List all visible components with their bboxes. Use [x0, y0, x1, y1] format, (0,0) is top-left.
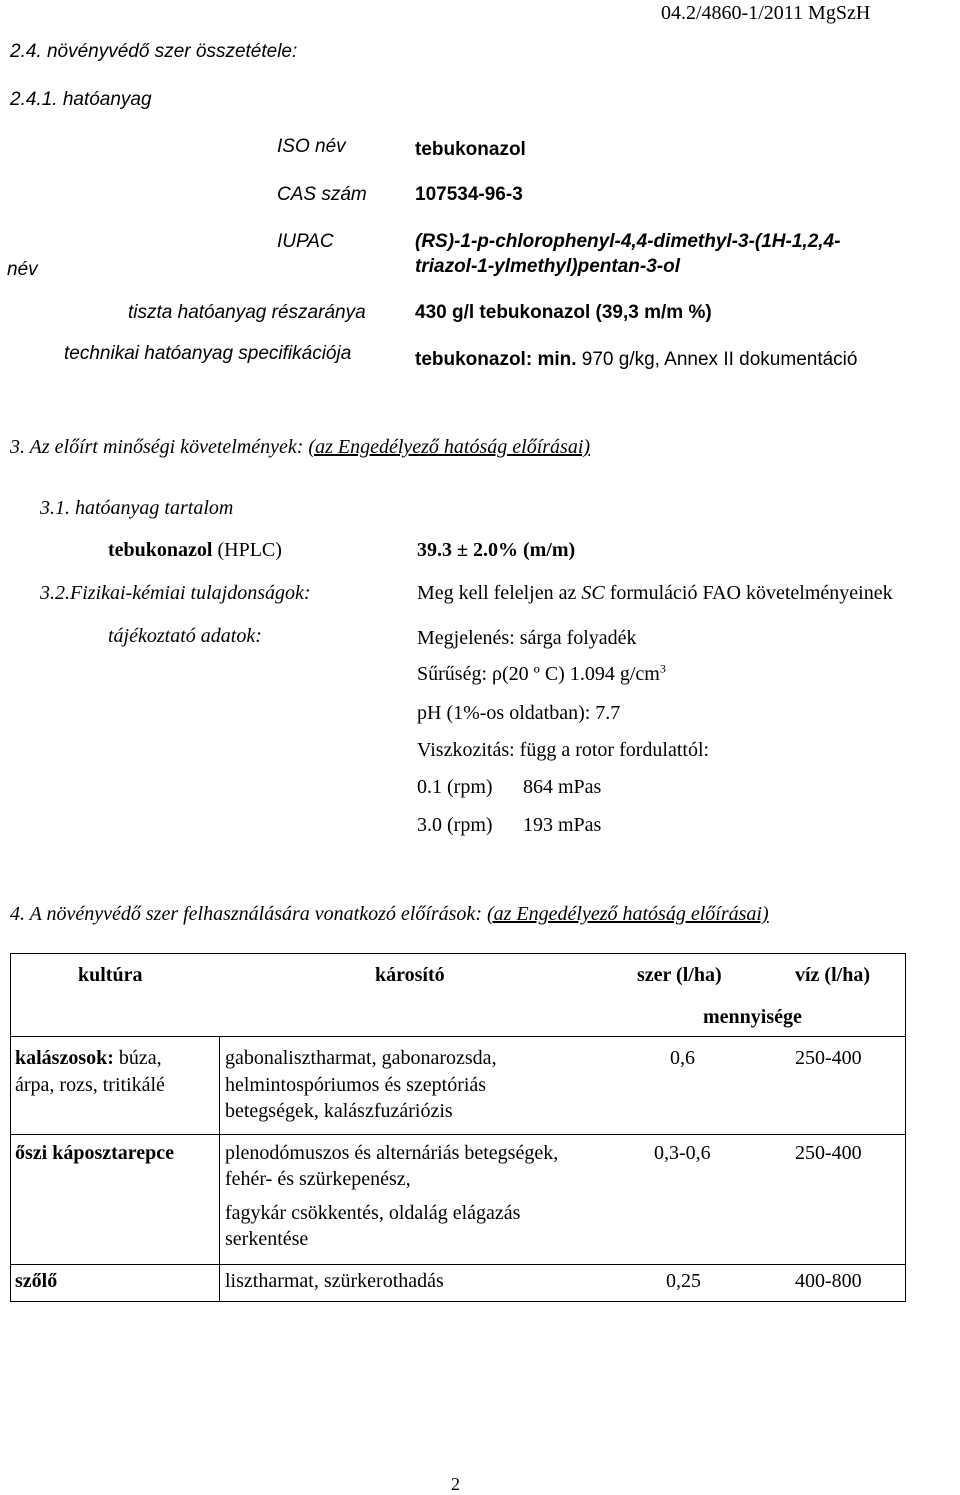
iupac-label: IUPAC: [277, 231, 334, 252]
table-row-pest: serkentése: [225, 1228, 309, 1250]
header-pest: károsító: [375, 964, 445, 986]
table-row-culture: [15, 1143, 174, 1163]
content-label: [108, 540, 282, 560]
table-row-product: 0,3-0,6: [654, 1142, 711, 1164]
table-row-product: 0,6: [670, 1047, 695, 1069]
spec-value-bold: tebukonazol: min.: [415, 349, 577, 370]
table-row-pest: gabonalisztharmat, gabonarozsda,: [225, 1047, 497, 1069]
section4-title-main: 4. A növényvédő szer felhasználására vonatkozó előírások:: [10, 903, 487, 925]
page-number: 2: [451, 1474, 460, 1494]
requirement-part-a: Meg kell feleljen az: [417, 582, 582, 604]
table-column-divider: [219, 1036, 220, 1302]
table-row-culture: szőlő: [15, 1270, 58, 1292]
section4-title: [10, 904, 769, 924]
table-divider: [11, 1134, 905, 1135]
header-water: víz (l/ha): [795, 964, 870, 986]
table-row-pest: fagykár csökkentés, oldalág elágazás: [225, 1202, 521, 1224]
iupac-value-line2: triazol-1-ylmethyl)pentan-3-ol: [415, 256, 680, 277]
iso-name-value: tebukonazol: [415, 139, 526, 160]
density: [417, 661, 666, 685]
culture-bold: kalászosok:: [15, 1047, 114, 1069]
header-culture: kultúra: [78, 964, 143, 986]
name-label: név: [7, 259, 38, 280]
content-subsection-title: 3.1. hatóanyag tartalom: [40, 497, 234, 519]
physchem-requirement: [417, 583, 893, 603]
table-row-pest: fehér- és szürkepenész,: [225, 1168, 411, 1190]
purity-label: tiszta hatóanyag részaránya: [128, 302, 366, 323]
cas-number-value: 107534-96-3: [415, 184, 523, 205]
table-divider: [11, 1036, 905, 1037]
table-row-product: 0,25: [666, 1270, 701, 1292]
viscosity-rpm: 3.0 (rpm): [417, 814, 493, 836]
specification-value: [415, 350, 857, 369]
document-id: 04.2/4860-1/2011 MgSzH: [661, 2, 871, 24]
header-product: szer (l/ha): [637, 964, 722, 986]
table-row-pest: helmintospóriumos és szeptóriás: [225, 1074, 487, 1096]
info-label: tájékoztató adatok:: [108, 625, 262, 647]
culture-rest: búza,: [113, 1047, 162, 1069]
appearance: Megjelenés: sárga folyadék: [417, 627, 637, 649]
section3-title-paren: (az Engedélyező hatóság előírásai): [308, 436, 591, 458]
density-sup: 3: [659, 661, 666, 676]
table-row-pest: plenodómuszos és alternáriás betegségek,: [225, 1142, 559, 1164]
content-label-bold: tebukonazol: [108, 539, 213, 561]
table-row-water: 250-400: [795, 1142, 862, 1164]
section3-title: [10, 437, 590, 457]
content-label-rest: (HPLC): [212, 539, 282, 561]
content-value: 39.3 ± 2.0% (m/m): [417, 539, 576, 561]
section3-title-main: 3. Az előírt minőségi követelmények:: [10, 436, 309, 458]
table-row-pest: lisztharmat, szürkerothadás: [225, 1270, 444, 1292]
table-row-culture-line2: árpa, rozs, tritikálé: [15, 1074, 165, 1096]
requirement-part-b: formuláció FAO követelményeinek: [604, 582, 893, 604]
subsection-title: 2.4.1. hatóanyag: [10, 89, 152, 110]
density-text: Sűrűség: ρ(20 º C) 1.094 g/cm: [417, 663, 660, 685]
cas-number-label: CAS szám: [277, 184, 367, 205]
table-divider: [11, 1264, 905, 1265]
viscosity-label: Viszkozitás: függ a rotor fordulattól:: [417, 739, 710, 761]
requirement-sc: SC: [581, 582, 605, 604]
physchem-subsection-title: 3.2.Fizikai-kémiai tulajdonságok:: [40, 582, 311, 604]
table-row-pest: betegségek, kalászfuzáriózis: [225, 1100, 453, 1122]
table-row-water: 400-800: [795, 1270, 862, 1292]
culture-bold: őszi káposztarepce: [15, 1142, 175, 1164]
header-amount: mennyisége: [703, 1006, 802, 1028]
ph-value: pH (1%-os oldatban): 7.7: [417, 702, 621, 724]
viscosity-value: 193 mPas: [523, 814, 602, 836]
viscosity-rpm: 0.1 (rpm): [417, 776, 493, 798]
viscosity-value: 864 mPas: [523, 776, 602, 798]
section4-title-paren: (az Engedélyező hatóság előírásai): [486, 903, 769, 925]
table-row-water: 250-400: [795, 1047, 862, 1069]
table-row-culture: [15, 1048, 162, 1068]
iso-name-label: ISO név: [277, 136, 346, 157]
iupac-value-line1: (RS)-1-p-chlorophenyl-4,4-dimethyl-3-(1H-1,2,4-: [415, 231, 841, 252]
purity-value: 430 g/l tebukonazol (39,3 m/m %): [415, 302, 712, 323]
section-title: 2.4. növényvédő szer összetétele:: [10, 41, 298, 62]
specification-label: technikai hatóanyag specifikációja: [64, 343, 352, 364]
spec-value-rest: 970 g/kg, Annex II dokumentáció: [576, 349, 858, 370]
